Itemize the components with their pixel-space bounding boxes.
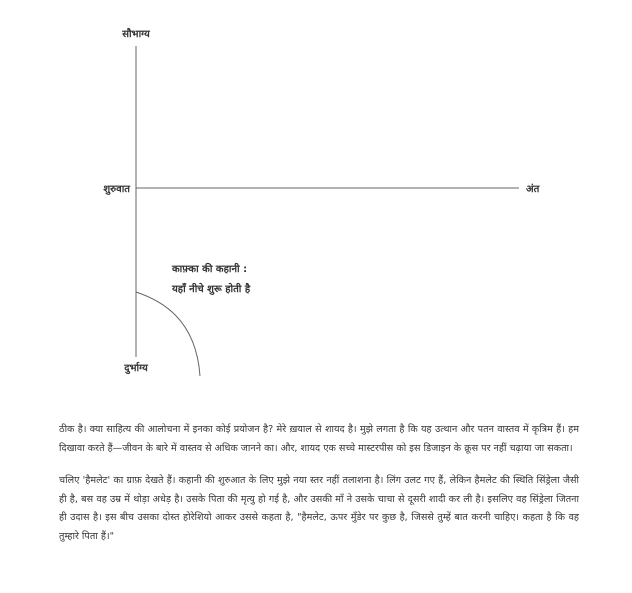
article-paragraph: चलिए 'हैमलेट' का ग्राफ़ देखते हैं। कहानी की शुरुआत के लिए मुझे नया स्तर नहीं तलाशना है। लिंग उलट गए हैं, लेकिन हैमलेट की स्थिति सिंड्रेला जैसी ही है, बस वह उम्र में थोड़ा अधेड़ है। उसके पिता की मृत्यु हो गई है, और उसकी माँ ने उसके चाचा से दूसरी शादी कर ली है। इसलिए वह सिंड्रेला जितना ही उदास है। इस बीच उसका दोस्त होरेशियो आकर उससे कहता है, "हैमलेट, ऊपर मुँडेर पर कुछ है, जिससे तुम्हें बात करनी चाहिए। कहता है कि वह तुम्हारे पिता हैं।": [59, 475, 579, 542]
axis-bottom-label: दुर्भाग्य: [124, 363, 148, 374]
article-paragraph: ठीक है। क्या साहित्य की आलोचना में इनका कोई प्रयोजन है? मेरे ख़याल से शायद है। मुझे लगता है कि यह उत्थान और पतन वास्तव में कृत्रिम हैं। हम दिखावा करते हैं—जीवन के बारे में वास्तव से अधिक जानने का। और, शायद एक सच्चे मास्टरपीस को इस डिजाइन के क्रूस पर नहीं चढ़ाया जा सकता।: [59, 424, 579, 454]
axis-right-label: अंत: [526, 184, 540, 195]
annotation-subtitle: यहाँ नीचे शुरू होती है: [172, 284, 251, 295]
annotation-title: काफ़्का की कहानी :: [172, 264, 248, 275]
axis-left-label: शुरुवात: [103, 184, 130, 195]
axis-top-label: सौभाग्य: [122, 29, 150, 40]
article-body: [59, 421, 579, 547]
